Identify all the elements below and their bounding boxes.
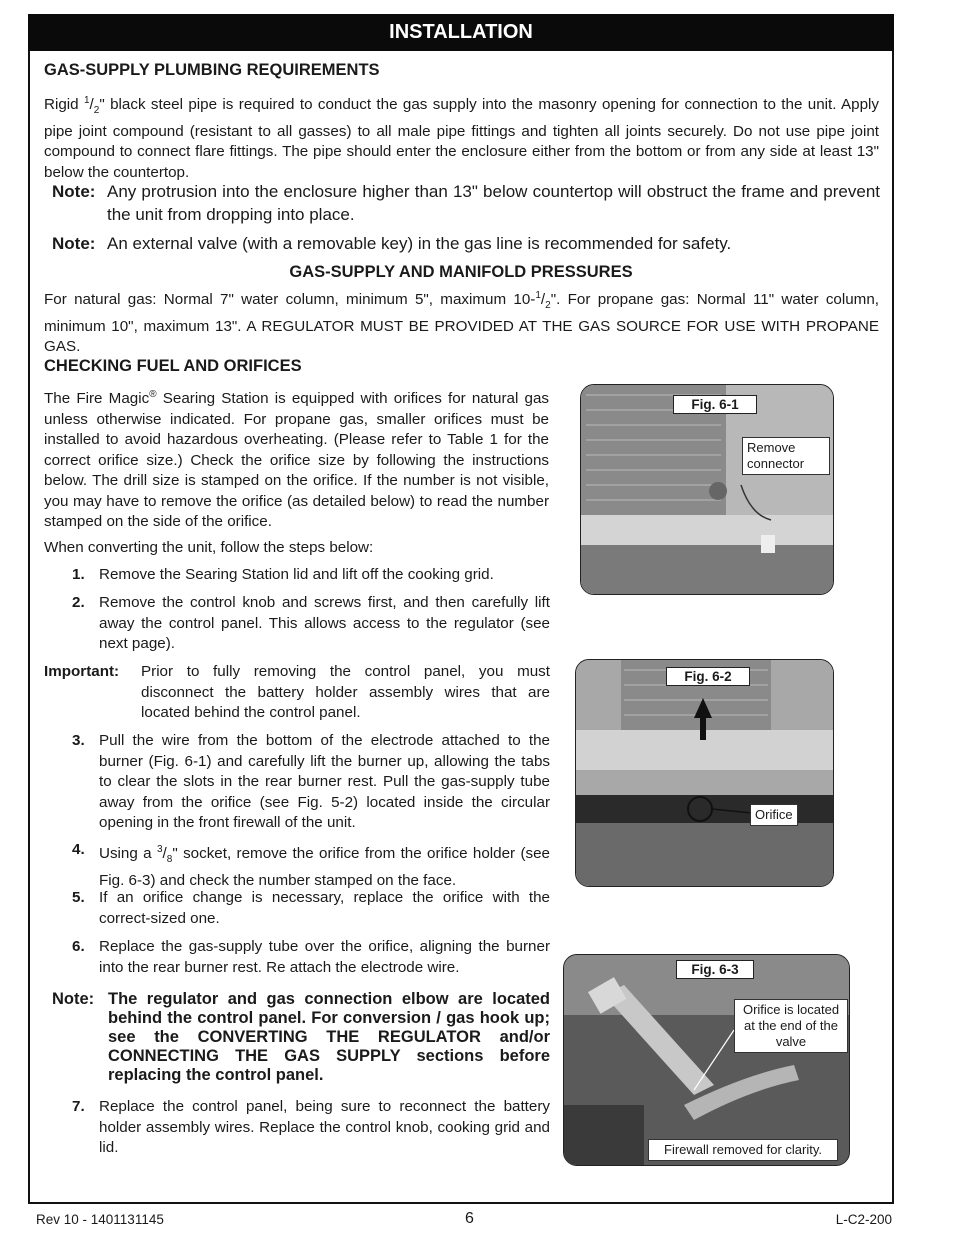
note-protrusion: Note: Any protrusion into the enclosure higher than 13" below countertop will obstruct the frame and prevent the unit from dropping into place. (52, 182, 880, 224)
note-regulator: Note: The regulator and gas connection elbow are located behind the control panel. For conversion / gas hook up; see the CONVERTING THE REGULATOR and/or CONNECTING THE GAS SUPPLY sections before replacing the control panel. (52, 990, 550, 1084)
converting-text: When converting the unit, follow the steps below: (44, 539, 374, 556)
figure-6-3 (563, 954, 850, 1166)
fig2-photo (576, 660, 833, 886)
step-2: 2. Remove the control knob and screws first, and then carefully lift away the control panel. This allows access to the regulator (see next page). (72, 594, 550, 652)
step-4: 4. Using a $^3/_8$" socket, remove the orifice from the orifice holder (see Fig. 6-3) and check the number stamped on the face. (72, 841, 551, 889)
plumbing-body: Rigid $^1/_2$" black steel pipe is required to conduct the gas supply into the masonry opening for connection to the unit. Apply pipe joint compound (resistant to all gasses) to all male pipe fittings and tighten all joints securely. Do not use pipe joint compound to connect flare fittings. The pipe should enter the enclosure either from the bottom or from any side at least 13" below the countertop. (44, 95, 879, 181)
checking-heading: CHECKING FUEL AND ORIFICES (44, 357, 302, 375)
footer-doc-id: L-C2-200 (835, 1212, 892, 1227)
fig3-photo (564, 955, 849, 1165)
fig2-callout-orifice: Orifice (750, 804, 798, 826)
page-number: 6 (465, 1210, 474, 1227)
page-title: INSTALLATION (28, 14, 894, 51)
step-7: 7. Replace the control panel, being sure to reconnect the battery holder assembly wires. Replace the control knob, cooking grid and lid. (72, 1098, 550, 1156)
fig3-caption: Firewall removed for clarity. (648, 1139, 838, 1161)
figure-6-2 (575, 659, 834, 887)
footer-revision: Rev 10 - 1401131145 (36, 1212, 164, 1227)
step-5: 5. If an orifice change is necessary, replace the orifice with the correct-sized one. (72, 889, 550, 927)
figure-6-1 (580, 384, 834, 595)
step-6: 6. Replace the gas-supply tube over the orifice, aligning the burner into the rear burner rest. Re attach the electrode wire. (72, 938, 550, 976)
fig3-callout-orifice: Orifice is located at the end of the valve (734, 999, 848, 1053)
fig1-label: Fig. 6-1 (673, 395, 757, 414)
fig3-label: Fig. 6-3 (676, 960, 754, 979)
fig2-label: Fig. 6-2 (666, 667, 750, 686)
step-1: 1. Remove the Searing Station lid and lift off the cooking grid. (72, 566, 494, 583)
plumbing-heading: GAS-SUPPLY PLUMBING REQUIREMENTS (44, 61, 380, 79)
fig1-callout: Remove connector (742, 437, 830, 475)
important-note: Important: Prior to fully removing the control panel, you must disconnect the battery holder assembly wires that are located behind the control panel. (44, 663, 550, 721)
pressures-body: For natural gas: Normal 7" water column, minimum 5", maximum $10-^1/_2$". For propane gas: Normal 11" water column, minimum 10", maximum 13". A REGULATOR MUST BE PROVIDED AT THE GAS SOURCE FOR USE WITH PROPANE GAS. (44, 290, 880, 356)
checking-intro: The Fire Magic® Searing Station is equipped with orifices for natural gas unless otherwise indicated. For propane gas, smaller orifices must be installed to avoid hazardous overheating. (Please refer to Table 1 for the correct orifice size.) Check the orifice size by following the instructions below. The drill size is stamped on the orifice. If the number is not visible, you may have to remove the orifice (as detailed below) to read the number stamped on the side of the orifice. (44, 389, 549, 531)
fig1-photo (581, 385, 833, 594)
pressures-heading: GAS-SUPPLY AND MANIFOLD PRESSURES (289, 263, 633, 281)
step-3: 3. Pull the wire from the bottom of the electrode attached to the burner (Fig. 6-1) and carefully lift the burner up, allowing the tabs to clear the slots in the rear burner rest. Pull the gas-supply tube away from the orifice (see Fig. 5-2) located inside the circular opening in the front firewall of the unit. (72, 732, 550, 831)
note-external-valve: Note: An external valve (with a removable key) in the gas line is recommended for safety. (52, 234, 732, 253)
